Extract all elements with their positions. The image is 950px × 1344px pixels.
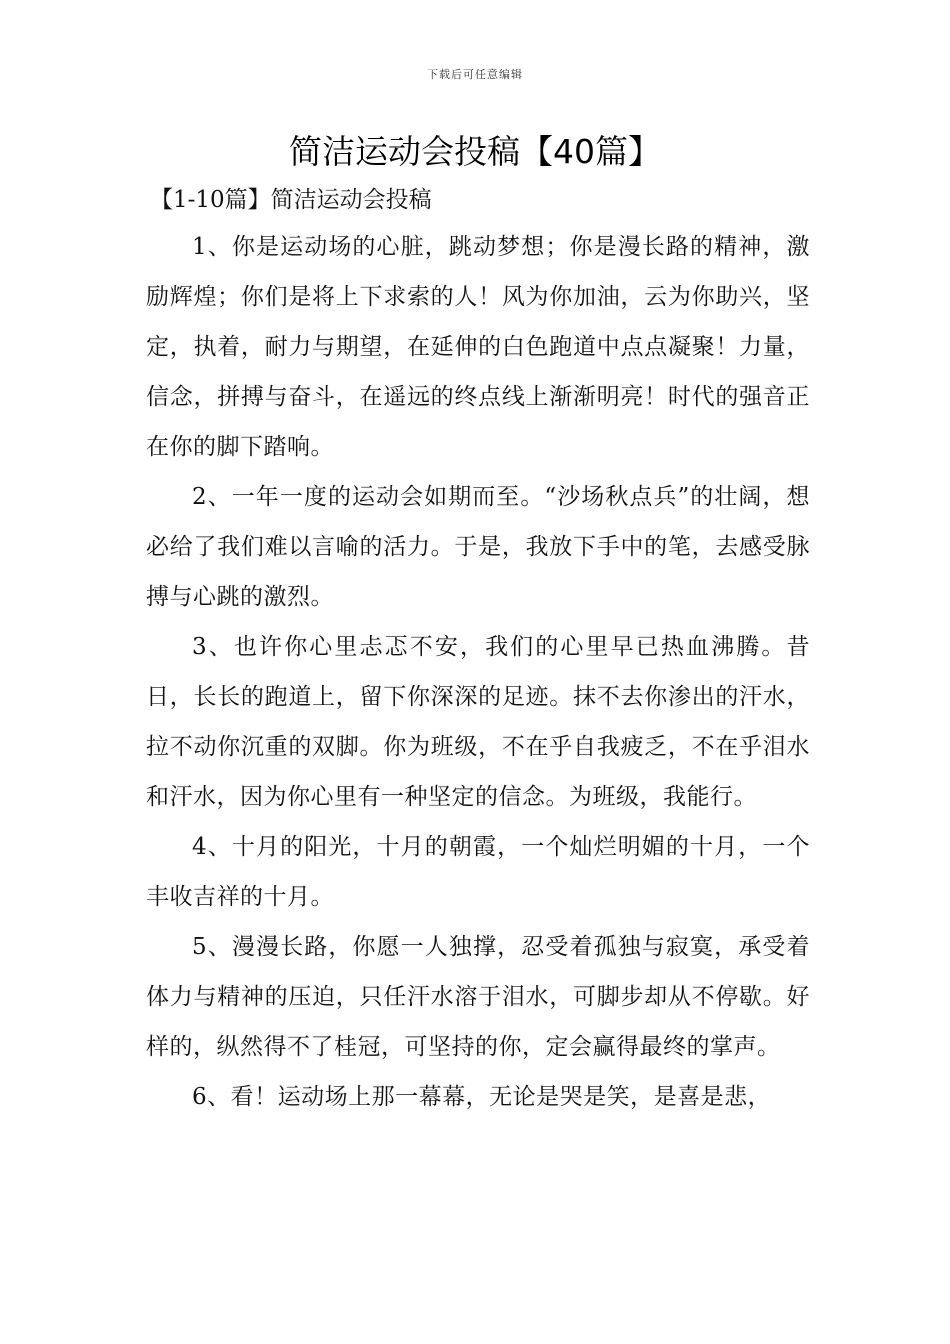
header-note: 下载后可任意编辑 — [427, 68, 523, 81]
paragraph-6: 6、看！运动场上那一幕幕，无论是哭是笑，是喜是悲， — [192, 1084, 772, 1110]
paragraph-1: 1、你是运动场的心脏，跳动梦想；你是漫长路的精神，激励辉煌；你们是将上下求索的人！风为你加油，云为你助兴，坚定，执着，耐力与期望，在延伸的白色跑道中点点凝聚！力量，信念，拼搏与奋斗，在遥远的终点线上渐渐明亮！时代的强音正在你的脚下踏响。 — [146, 234, 810, 460]
section-heading: 【1-10篇】简洁运动会投稿 — [150, 187, 432, 213]
paragraph-4: 4、十月的阳光，十月的朝霞，一个灿烂明媚的十月，一个丰收吉祥的十月。 — [146, 834, 810, 910]
document-title: 简洁运动会投稿【40篇】 — [289, 132, 661, 171]
paragraph-2: 2、一年一度的运动会如期而至。“沙场秋点兵”的壮阔，想必给了我们难以言喻的活力。于是，我放下手中的笔，去感受脉搏与心跳的激烈。 — [146, 484, 810, 610]
paragraph-3: 3、也许你心里忐忑不安，我们的心里早已热血沸腾。昔日，长长的跑道上，留下你深深的足迹。抹不去你渗出的汗水，拉不动你沉重的双脚。你为班级，不在乎自我疲乏，不在乎泪水和汗水，因为你心里有一种坚定的信念。为班级，我能行。 — [146, 634, 810, 810]
article-body — [146, 222, 810, 1122]
paragraph-5: 5、漫漫长路，你愿一人独撑，忍受着孤独与寂寞，承受着体力与精神的压迫，只任汗水溶于泪水，可脚步却从不停歇。好样的，纵然得不了桂冠，可坚持的你，定会赢得最终的掌声。 — [146, 934, 810, 1060]
